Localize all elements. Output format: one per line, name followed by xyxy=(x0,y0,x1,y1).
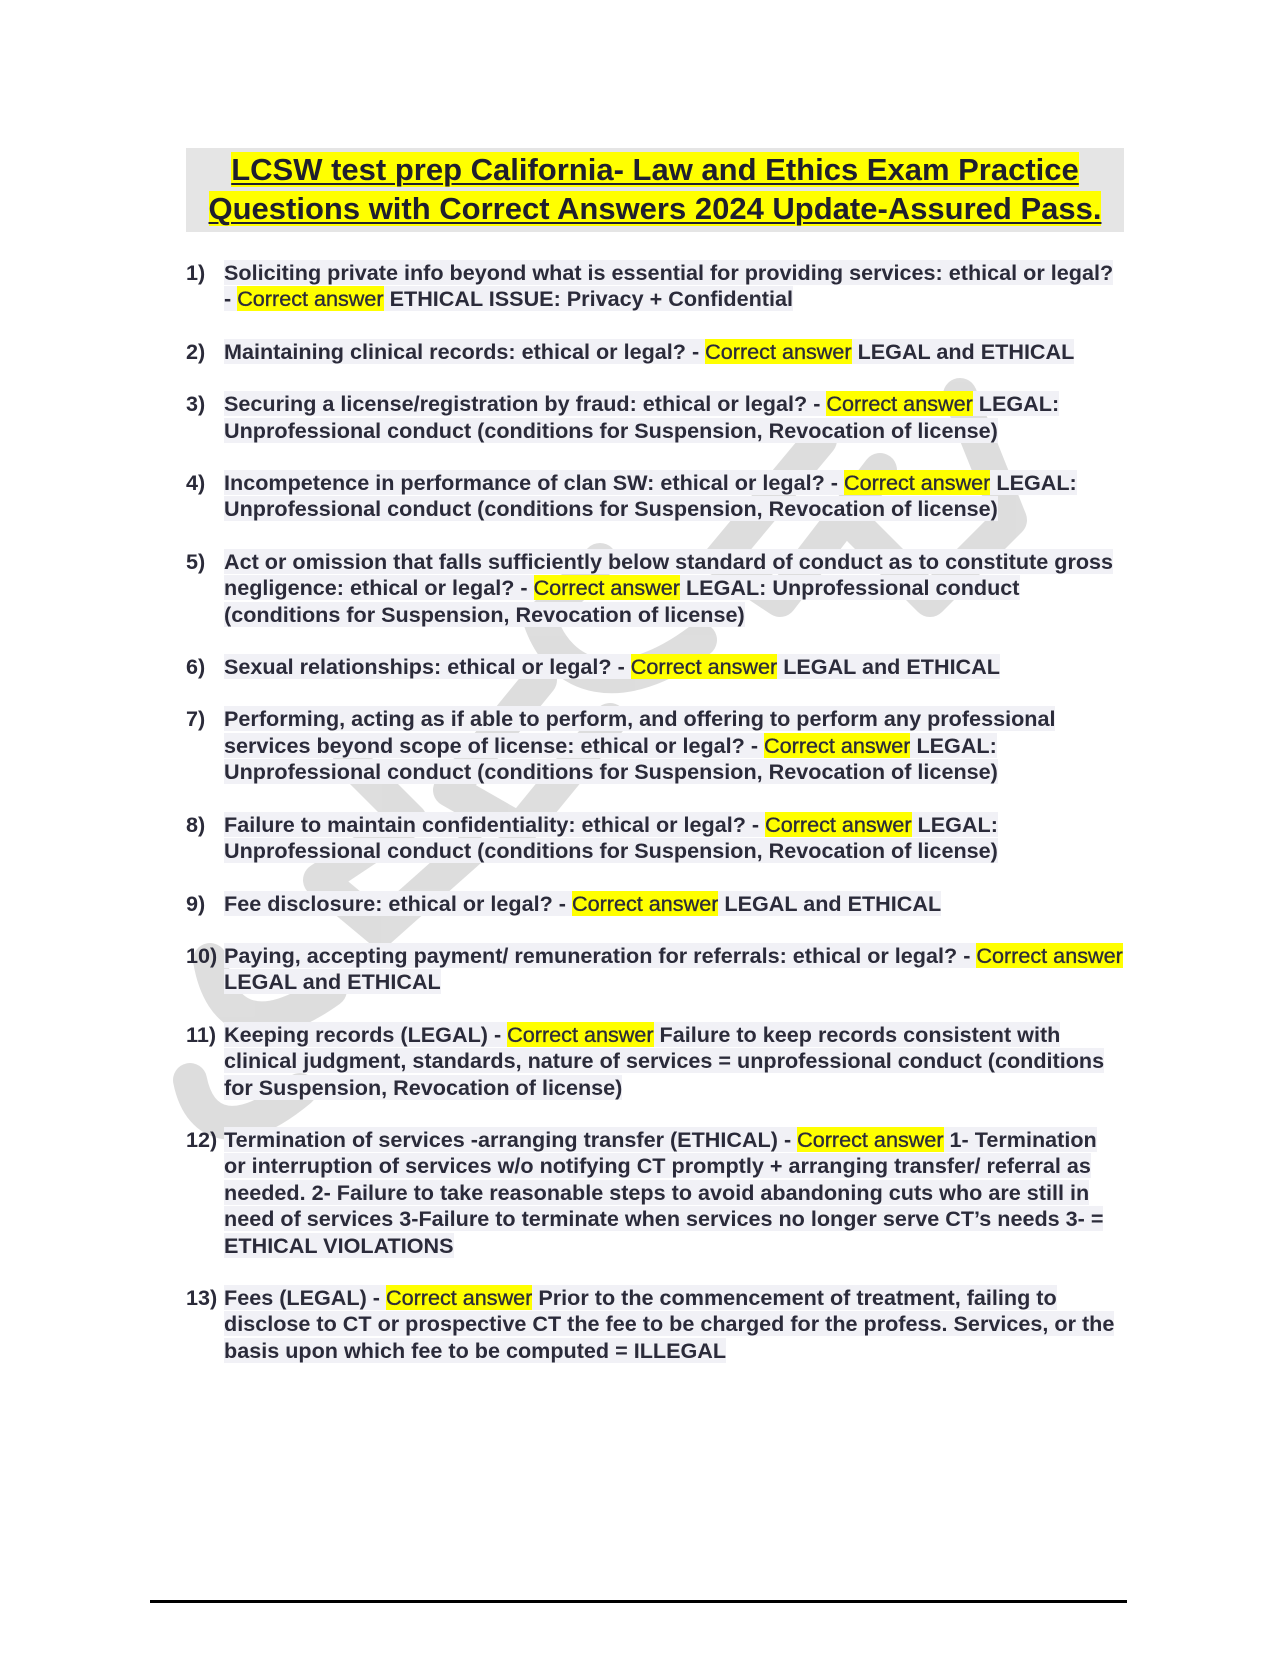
qa-question: Act or omission that falls sufficiently below standard of conduct as to constitute gross negligence: ethical or legal? - xyxy=(224,548,1114,601)
qa-answer: LEGAL and ETHICAL xyxy=(224,969,441,995)
qa-list xyxy=(186,260,1124,1364)
title-box xyxy=(186,148,1124,232)
qa-question: Securing a license/registration by fraud: ethical or legal? - xyxy=(224,391,827,417)
qa-question: Incompetence in performance of clan SW: ethical or legal? - xyxy=(224,470,844,496)
qa-answer: LEGAL: Unprofessional conduct (conditions for Suspension, Revocation of license) xyxy=(224,811,998,864)
qa-text xyxy=(224,260,1124,313)
correct-answer-label: Correct answer xyxy=(507,1021,654,1047)
qa-question: Fee disclosure: ethical or legal? - xyxy=(224,890,572,916)
qa-number: 10) xyxy=(186,942,218,968)
qa-answer: LEGAL: Unprofessional conduct (conditions for Suspension, Revocation of license) xyxy=(224,732,998,785)
qa-item xyxy=(186,706,1124,785)
correct-answer-label: Correct answer xyxy=(630,654,778,680)
qa-number: 2) xyxy=(186,338,206,364)
qa-question: Keeping records (LEGAL) - xyxy=(224,1021,508,1047)
qa-answer: LEGAL and ETHICAL xyxy=(777,654,1000,680)
qa-question: Termination of services -arranging transfer (ETHICAL) - xyxy=(224,1126,798,1152)
correct-answer-label: Correct answer xyxy=(765,811,912,837)
qa-item xyxy=(186,1285,1124,1364)
qa-number: 4) xyxy=(186,470,206,496)
qa-text xyxy=(224,891,1124,917)
document-title-text: LCSW test prep California- Law and Ethics Exam Practice Questions with Correct Answers 2024 Update-Assured Pass. xyxy=(208,152,1102,226)
qa-item xyxy=(186,1127,1124,1259)
qa-number: 7) xyxy=(186,706,206,732)
qa-answer: Failure to keep records consistent with clinical judgment, standards, nature of services = unprofessional conduct (conditions for Suspension, Revocation of license) xyxy=(224,1021,1105,1100)
qa-text xyxy=(224,1022,1124,1101)
qa-item xyxy=(186,549,1124,628)
qa-item xyxy=(186,260,1124,313)
qa-item xyxy=(186,1022,1124,1101)
qa-number: 3) xyxy=(186,391,206,417)
correct-answer-label: Correct answer xyxy=(572,890,719,916)
qa-question: Sexual relationships: ethical or legal? - xyxy=(224,654,631,680)
qa-answer: LEGAL: Unprofessional conduct (conditions for Suspension, Revocation of license) xyxy=(224,575,1020,627)
qa-item xyxy=(186,391,1124,444)
qa-text xyxy=(224,1127,1124,1259)
qa-item xyxy=(186,812,1124,865)
qa-number: 12) xyxy=(186,1126,218,1152)
qa-answer: LEGAL: Unprofessional conduct (conditions for Suspension, Revocation of license) xyxy=(224,470,1077,522)
qa-answer: LEGAL: Unprofessional conduct (conditions for Suspension, Revocation of license) xyxy=(224,391,1060,443)
qa-text xyxy=(224,1285,1124,1364)
qa-text xyxy=(224,470,1124,523)
qa-text xyxy=(224,339,1124,365)
document-title xyxy=(192,150,1118,228)
qa-number: 1) xyxy=(186,260,206,285)
qa-number: 6) xyxy=(186,654,206,680)
qa-text xyxy=(224,654,1124,680)
qa-number: 13) xyxy=(186,1284,218,1310)
qa-item xyxy=(186,654,1124,680)
qa-text xyxy=(224,812,1124,865)
qa-answer: 1- Termination or interruption of services w/o notifying CT promptly + arranging transfer/ referral as needed. 2- Failure to take reasonable steps to avoid abandoning cuts who are still in need of services 3-Failure to terminate when services no longer serve CT’s needs 3- = ETHICAL VIOLATIONS xyxy=(224,1126,1104,1258)
qa-text xyxy=(224,943,1124,996)
correct-answer-label: Correct answer xyxy=(843,470,991,496)
footer-rule xyxy=(150,1600,1127,1603)
qa-number: 11) xyxy=(186,1021,217,1047)
correct-answer-label: Correct answer xyxy=(533,575,680,601)
qa-number: 5) xyxy=(186,548,206,574)
qa-text xyxy=(224,391,1124,444)
qa-answer: ETHICAL ISSUE: Privacy + Confidential xyxy=(383,286,793,312)
correct-answer-label: Correct answer xyxy=(976,942,1123,968)
qa-item xyxy=(186,339,1124,365)
correct-answer-label: Correct answer xyxy=(705,338,852,364)
qa-question: Soliciting private info beyond what is essential for providing services: ethical or legal? - xyxy=(224,260,1114,312)
qa-item xyxy=(186,891,1124,917)
qa-answer: LEGAL and ETHICAL xyxy=(851,338,1075,364)
qa-question: Maintaining clinical records: ethical or legal? - xyxy=(224,338,706,364)
qa-answer: LEGAL and ETHICAL xyxy=(718,890,942,916)
qa-question: Performing, acting as if able to perform, and offering to perform any professional services beyond scope of license: ethical or legal? - xyxy=(224,706,1056,758)
qa-question: Failure to maintain confidentiality: ethical or legal? - xyxy=(224,811,766,837)
document-page xyxy=(186,148,1124,1390)
qa-item xyxy=(186,943,1124,996)
correct-answer-label: Correct answer xyxy=(237,286,384,312)
correct-answer-label: Correct answer xyxy=(826,391,973,417)
qa-text xyxy=(224,549,1124,628)
qa-text xyxy=(224,706,1124,785)
qa-question: Fees (LEGAL) - xyxy=(224,1284,386,1310)
qa-number: 8) xyxy=(186,811,206,837)
qa-item xyxy=(186,470,1124,523)
qa-answer: Prior to the commencement of treatment, failing to disclose to CT or prospective CT the fee to be charged for the profess. Services, or the basis upon which fee to be computed = ILLEGAL xyxy=(224,1284,1115,1363)
correct-answer-label: Correct answer xyxy=(385,1284,533,1310)
qa-number: 9) xyxy=(186,890,206,916)
correct-answer-label: Correct answer xyxy=(764,732,911,758)
correct-answer-label: Correct answer xyxy=(797,1126,944,1152)
qa-question: Paying, accepting payment/ remuneration for referrals: ethical or legal? - xyxy=(224,942,977,968)
